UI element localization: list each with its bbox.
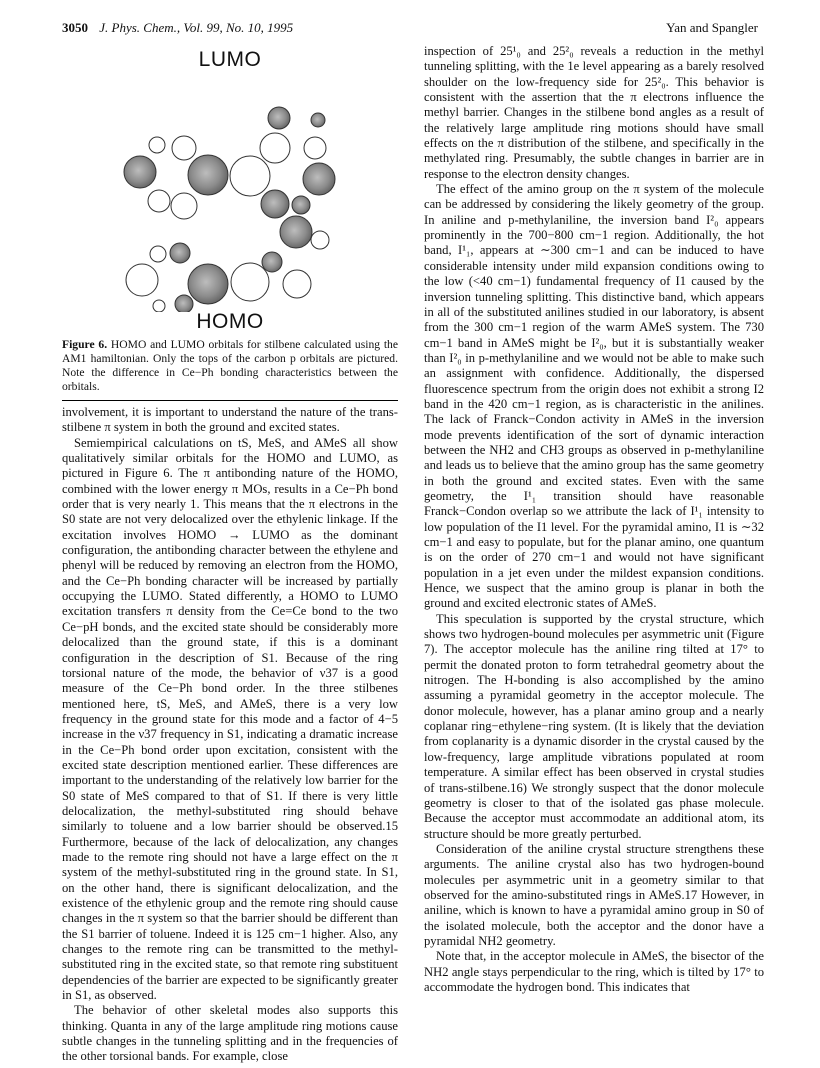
paragraph: Consideration of the aniline crystal structure strengthens these arguments. The aniline crystal also has two hydrogen-bound molecules per asymmetric unit in a geometry similar to that observed for the amino-substituted rings in AMeS.17 However, in aniline, which is known to have a pyramidal amino group in S0 of the isolated molecule, both the acceptor and the donor have a pyramidal NH2 geometry. — [424, 841, 764, 948]
lumo-lobe — [260, 133, 290, 163]
homo-lobe — [150, 246, 166, 262]
running-authors: Yan and Spangler — [666, 20, 758, 35]
homo-lobe — [283, 270, 311, 298]
lumo-lobe — [292, 196, 310, 214]
homo-lobe — [188, 264, 228, 304]
homo-lobe — [231, 263, 269, 301]
journal-citation: J. Phys. Chem., Vol. 99, No. 10, 1995 — [99, 20, 294, 35]
page-number: 3050 — [62, 20, 88, 35]
paragraph: Note that, in the acceptor molecule in AMeS, the bisector of the NH2 angle stays perpendicular to the ring, which is tilted by 17° to accommodate the hydrogen bond. This indicates that — [424, 949, 764, 994]
lumo-lobe — [149, 137, 165, 153]
homo-lobe — [126, 264, 158, 296]
right-column — [424, 44, 764, 995]
lumo-lobe — [261, 190, 289, 218]
paragraph: Semiempirical calculations on tS, MeS, and AMeS all show qualitatively similar orbitals for the HOMO and LUMO, as pictured in Figure 6. The π antibonding nature of the HOMO, combined with the lower energy π MOs, results in a Ce−Ph bond order that is very nearly 1. This means that the π electrons in the S0 state are not very delocalized over the ethylenic linkage. If the excitation involves HOMO → LUMO as the dominant configuration, the antibonding character between the ethylene and phenyl will be reduced by removing an electron from the HOMO, and the Ce−Ph bonding character will be increased by partially occupying the LUMO. Stated differently, a HOMO to LUMO excitation transfers π density from the Ce=Ce bond to the two Ce−pH bonds, and the excited state should be considerably more delocalized than the ground state, if this is a dominant configuration in the description of S1. Because of the ring torsional nature of the mode, the behavior of ν37 is a good measure of the Ce−Ph bond order. In the three stilbenes mentioned here, tS, MeS, and AMeS, there is a very low frequency in the ground state for this mode and a factor of 4−5 increase in the ν37 frequency in S1, indicating a dramatic increase in the Ce−Ph bond order upon excitation, consistent with the excited state description mentioned earlier. These differences are important to the understanding of the relatively low barrier for the S0 state of MeS compared to that of S1. If there is very little delocalization, the methyl-substituted ring should behave similarly to toluene and a low barrier should be observed.15 Furthermore, because of the lack of delocalization, any changes made to the remote ring should not have a large effect on the π system of the methyl-substituted ring in the ground state. In S1, on the other hand, there is significant delocalization, and the existence of the ethylenic group and the remote ring should cause changes in the π system so that the barrier should be different than the S1 barrier of toluene. Indeed it is 125 cm−1 higher. Also, any changes to the remote ring can be transmitted to the methyl-substituted ring in the excited state, so that remote ring substituent dependencies of the barrier are expected to be significantly greater in S1, as observed. — [62, 435, 398, 1003]
paragraph: inspection of 25¹₀ and 25²₀ reveals a reduction in the methyl tunneling splitting, with the 1e level appearing as a barely resolved shoulder on the low-frequency side for 25²₀. This behavior is consistent with the assertion that the π electrons influence the methyl barrier. Changes in the stilbene bond angles as a result of the relatively large amplitude ring motions should have small effects on the π distribution of the stilbene, and specifically in the methylated ring. Presumably, the subtle changes in barrier are in response to the electron density changes. — [424, 44, 764, 181]
lumo-lobe — [268, 107, 290, 129]
lumo-lobe — [124, 156, 156, 188]
paragraph: The effect of the amino group on the π system of the molecule can be addressed by considering the likely geometry of the group. In aniline and p-methylaniline, the inversion band I²₀ appears prominently in the 700−800 cm−1 region. Additionally, the hot band, I¹₁, appears at ∼300 cm−1 and can be induced to have considerable intensity under mild expansion conditions owing to the low (<40 cm−1) fundamental frequency of I1 caused by the inversion tunneling splitting. This distinctive band, which appears in all of the substituted anilines studied in our laboratory, is absent from the 300 cm−1 region of the warm AMeS system. The 730 cm−1 band in AMeS might be I²₀, but it is substantially weaker than I²₀ in p-methylaniline and we would not be able to make such an assignment with confidence. Additionally, the dispersed fluorescence spectrum from the origin does not exhibit a strong I2 band in the 420 cm−1 region, as is characteristic in the anilines. The lack of Franck−Condon activity in AMeS in the inversion mode prevents identification of the sort of dynamic interaction between the NH2 and CH3 groups as observed in p-methylaniline and leads us to believe that the amino group has the same geometry in both the ground and excited states. Even with the same geometry, the I¹₁ transition should have reasonable Franck−Condon overlap so we attribute the lack of I¹₁ intensity to low population of the I1 level. For the pyramidal amino, I1 is ∼32 cm−1 and easy to populate, but for the planar amino, one quantum is on the order of 270 cm−1 and would not have significant population in a jet even under the mildest expansion conditions. Hence, we suspect that the amino group is planar in both the ground and excited electronic states of AMeS. — [424, 182, 764, 611]
lumo-lobe — [171, 193, 197, 219]
left-column — [62, 44, 398, 1065]
lumo-lobe — [311, 113, 325, 127]
figure-caption — [62, 338, 398, 394]
lumo-label: LUMO — [198, 48, 262, 71]
paragraph: involvement, it is important to understand the nature of the trans-stilbene π system in both the ground and excited states. — [62, 405, 398, 435]
homo-orbitals — [126, 216, 329, 312]
homo-lobe — [262, 252, 282, 272]
page-header — [62, 20, 758, 38]
homo-label: HOMO — [196, 310, 264, 333]
lumo-lobe — [172, 136, 196, 160]
lumo-lobe — [304, 137, 326, 159]
orbital-diagram — [62, 44, 398, 312]
homo-lobe — [170, 243, 190, 263]
caption-text: HOMO and LUMO orbitals for stilbene calculated using the AM1 hamiltonian. Only the tops of the carbon p orbitals are pictured. Note the difference in Ce−Ph bonding characteristics between the orbitals. — [62, 338, 398, 393]
figure-6 — [62, 44, 398, 312]
caption-label: Figure 6. — [62, 338, 108, 351]
lumo-orbitals — [124, 107, 335, 219]
paragraph: This speculation is supported by the crystal structure, which shows two hydrogen-bound molecules per asymmetric unit (Figure 7). The acceptor molecule has the aniline ring tilted at 17° to permit the donated proton to form tetrahedral geometry about the nitrogen. The H-bonding is also accomplished by the amino assuming a pyramidal geometry in the acceptor molecule. The donor molecule, however, has a planar amino group and a nearly coplanar ring−ethylene−ring system. (It is likely that the deviation from coplanarity is a dynamic disorder in the crystal caused by the low-frequency, large amplitude vibrations populated at room temperature. A similar effect has been observed in crystal studies of trans-stilbene.16) We strongly suspect that the donor molecule geometry is closer to that of the isolated gas phase molecule. Because the acceptor must accommodate an additional atom, its structure should be more greatly perturbed. — [424, 611, 764, 841]
paragraph: The behavior of other skeletal modes also supports this thinking. Quanta in any of the large amplitude ring motions cause subtle changes in the tunneling splitting and in the frequencies of the other torsional bands. For example, close — [62, 1003, 398, 1064]
homo-lobe — [280, 216, 312, 248]
lumo-lobe — [230, 156, 270, 196]
caption-divider — [62, 400, 398, 401]
lumo-lobe — [188, 155, 228, 195]
lumo-lobe — [303, 163, 335, 195]
lumo-lobe — [148, 190, 170, 212]
homo-lobe — [311, 231, 329, 249]
